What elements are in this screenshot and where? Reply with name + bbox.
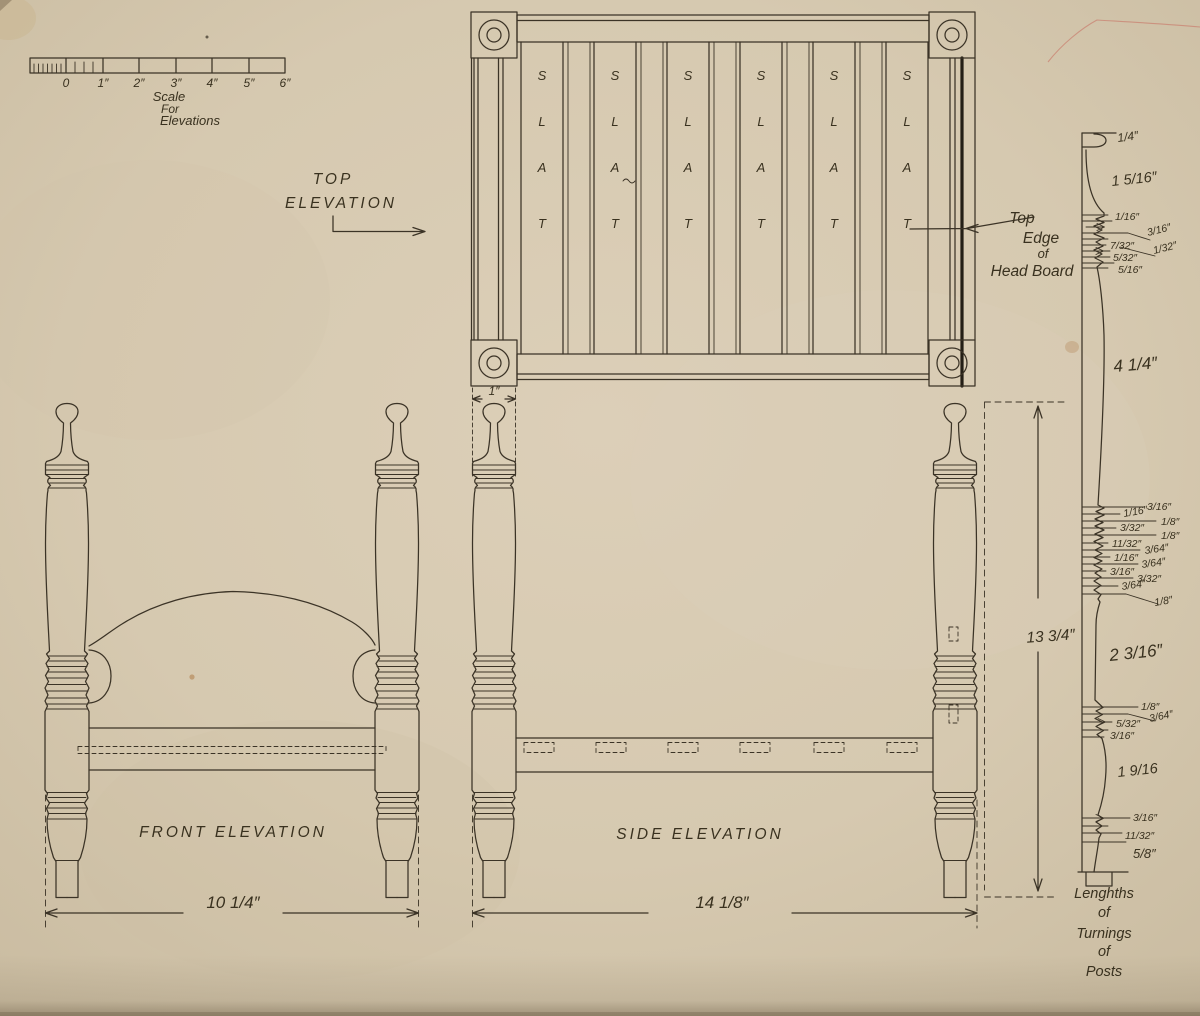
- slat1-s: S: [537, 68, 547, 83]
- profile-meas-5-32: 5/32″: [1113, 252, 1138, 264]
- ruler-label-0: 0: [62, 76, 70, 90]
- profile-mid-1: 1/16″: [1122, 503, 1149, 520]
- side-elevation-title: SIDE ELEVATION: [616, 826, 784, 843]
- ink-speck: [206, 36, 209, 39]
- slat2-t: T: [611, 216, 619, 231]
- top-elevation-title-line2: ELEVATION: [285, 195, 397, 212]
- slat3-s: S: [683, 68, 693, 83]
- profile-mid-11: 3/64″: [1120, 577, 1147, 593]
- slat1-a: A: [537, 160, 547, 175]
- ruler-label-4: 4″: [206, 76, 218, 90]
- profile-lower-2: 5/32″: [1116, 718, 1141, 730]
- profile-meas-quarter: 1/4″: [1116, 128, 1140, 145]
- turning-height-dim-label: 13 3/4″: [1025, 626, 1076, 647]
- profile-meas-1-16: 1/16″: [1115, 211, 1140, 223]
- profile-meas-1-32: 1/32″: [1151, 239, 1179, 257]
- turnings-caption-line4: of: [1097, 944, 1111, 960]
- profile-mid-5: 11/32″: [1112, 538, 1142, 550]
- ruler-caption-line2: For: [161, 102, 179, 116]
- slat1-t: T: [538, 216, 546, 231]
- side-length-dim-label: 14 1/8″: [695, 893, 749, 912]
- ruler-label-2: 2″: [133, 76, 145, 90]
- profile-mid-length: 2 3/16″: [1108, 640, 1164, 665]
- slat6-a: A: [902, 160, 912, 175]
- paper-speck: [189, 674, 194, 679]
- profile-mid-9: 3/16″: [1110, 566, 1135, 578]
- profile-foot-1: 11/32″: [1125, 830, 1155, 842]
- profile-mid-7: 1/16″: [1114, 552, 1139, 564]
- profile-mid-4: 1/8″: [1161, 530, 1180, 542]
- headboard-note-line3: of: [1037, 246, 1049, 261]
- slat1-l: L: [538, 114, 546, 129]
- slat4-s: S: [756, 68, 766, 83]
- profile-mid-0: 3/16″: [1147, 501, 1172, 513]
- slat2-s: S: [610, 68, 620, 83]
- profile-mid-8: 3/64″: [1140, 555, 1167, 571]
- turnings-caption-line3: Turnings: [1076, 926, 1132, 942]
- profile-upper-length: 4 1/4″: [1112, 353, 1159, 376]
- profile-mid-6: 3/64″: [1143, 541, 1170, 557]
- slat4-t: T: [757, 216, 765, 231]
- profile-meas-5-16: 5/16″: [1118, 264, 1143, 276]
- slat4-a: A: [756, 160, 766, 175]
- turnings-caption-line1: Lenghths: [1074, 886, 1134, 902]
- ruler-caption-line1: Scale: [152, 89, 186, 104]
- profile-mid-3: 3/32″: [1120, 522, 1145, 534]
- slat3-l: L: [684, 114, 692, 129]
- slat2-a: A: [610, 160, 620, 175]
- headboard-note-line4: Head Board: [990, 263, 1074, 280]
- ruler-label-5: 5″: [243, 76, 255, 90]
- top-elevation-title-line1: TOP: [312, 171, 354, 188]
- profile-lower-0: 1/8″: [1141, 701, 1160, 713]
- profile-mid-12: 1/8″: [1153, 593, 1174, 609]
- slat6-s: S: [902, 68, 912, 83]
- slat2-l: L: [611, 114, 619, 129]
- slat5-a: A: [829, 160, 839, 175]
- slat4-l: L: [757, 114, 765, 129]
- slat6-t: T: [903, 216, 911, 231]
- profile-foot-0: 3/16″: [1133, 812, 1158, 824]
- profile-mid-2: 1/8″: [1161, 516, 1180, 528]
- profile-foot-2: 5/8″: [1133, 846, 1156, 861]
- profile-meas-1-5-16: 1 5/16″: [1110, 169, 1158, 190]
- ruler-label-3: 3″: [170, 76, 182, 90]
- ruler-caption-line3: Elevations: [160, 113, 220, 128]
- front-elevation-title: FRONT ELEVATION: [139, 824, 327, 841]
- profile-lower-length: 1 9/16: [1116, 760, 1159, 781]
- paper-stain: [1065, 341, 1079, 353]
- slat5-l: L: [830, 114, 838, 129]
- post-width-dim-label: 1″: [488, 384, 500, 398]
- profile-meas-7-32: 7/32″: [1110, 240, 1135, 252]
- profile-mid-10: 3/32″: [1137, 573, 1162, 585]
- headboard-note-line1: Top: [1009, 210, 1035, 227]
- turnings-caption-line2: of: [1097, 905, 1111, 921]
- bottom-edge-shadow: [0, 955, 1200, 1016]
- profile-lower-1: 3/64″: [1148, 708, 1175, 725]
- ruler-label-1: 1″: [97, 76, 109, 90]
- front-width-dim-label: 10 1/4″: [206, 893, 260, 912]
- slat6-l: L: [903, 114, 911, 129]
- slat5-s: S: [829, 68, 839, 83]
- slat3-t: T: [684, 216, 692, 231]
- ruler-label-6: 6″: [279, 76, 291, 90]
- profile-lower-3: 3/16″: [1110, 730, 1135, 742]
- turnings-caption-line5: Posts: [1085, 964, 1123, 980]
- slat5-t: T: [830, 216, 838, 231]
- profile-meas-3-16: 3/16″: [1145, 221, 1173, 239]
- headboard-note-line2: Edge: [1022, 230, 1060, 247]
- slat3-a: A: [683, 160, 693, 175]
